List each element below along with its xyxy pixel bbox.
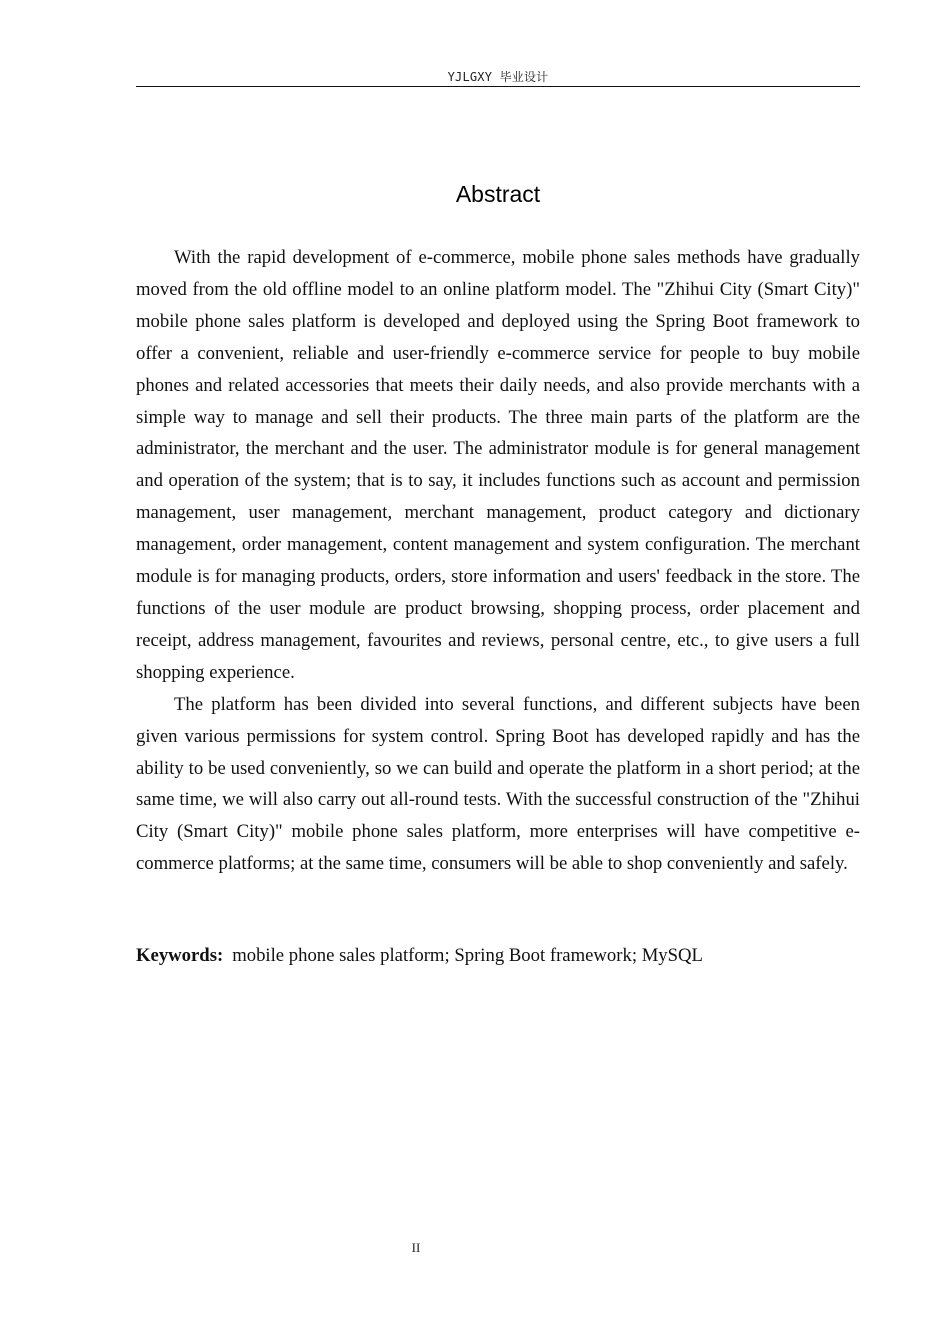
keywords-label: Keywords:	[136, 945, 224, 966]
running-header: YJLGXY 毕业设计	[447, 70, 549, 84]
keywords-line	[136, 940, 860, 972]
abstract-paragraph-2: The platform has been divided into several functions, and different subjects have been given various permissions for system control. Spring Boot has developed rapidly and has the ability to be used conveniently, so we can build and operate the platform in a short period; at the same time, we will also carry out all-round tests. With the successful construction of the "Zhihui City (Smart City)" mobile phone sales platform, more enterprises will have competitive e-commerce platforms; at the same time, consumers will be able to shop conveniently and safely.	[136, 693, 860, 875]
keywords-value: mobile phone sales platform; Spring Boot framework; MySQL	[232, 945, 703, 966]
header-rule	[136, 86, 860, 87]
page-title: Abstract	[455, 181, 541, 207]
abstract-body	[136, 242, 860, 880]
page-number: II	[411, 1240, 421, 1255]
abstract-paragraph-1: With the rapid development of e-commerce, mobile phone sales methods have gradually moved from the old offline model to an online platform model. The "Zhihui City (Smart City)" mobile phone sales platform is developed and deployed using the Spring Boot framework to offer a convenient, reliable and user-friendly e-commerce service for people to buy mobile phones and related accessories that meets their daily needs, and also provide merchants with a simple way to manage and sell their products. The three main parts of the platform are the administrator, the merchant and the user. The administrator module is for general management and operation of the system; that is to say, it includes functions such as account and permission management, user management, merchant management, product category and dictionary management, order management, content management and system configuration. The merchant module is for managing products, orders, store information and users' feedback in the store. The functions of the user module are product browsing, shopping process, order placement and receipt, address management, favourites and reviews, personal centre, etc., to give users a full shopping experience.	[136, 247, 860, 683]
